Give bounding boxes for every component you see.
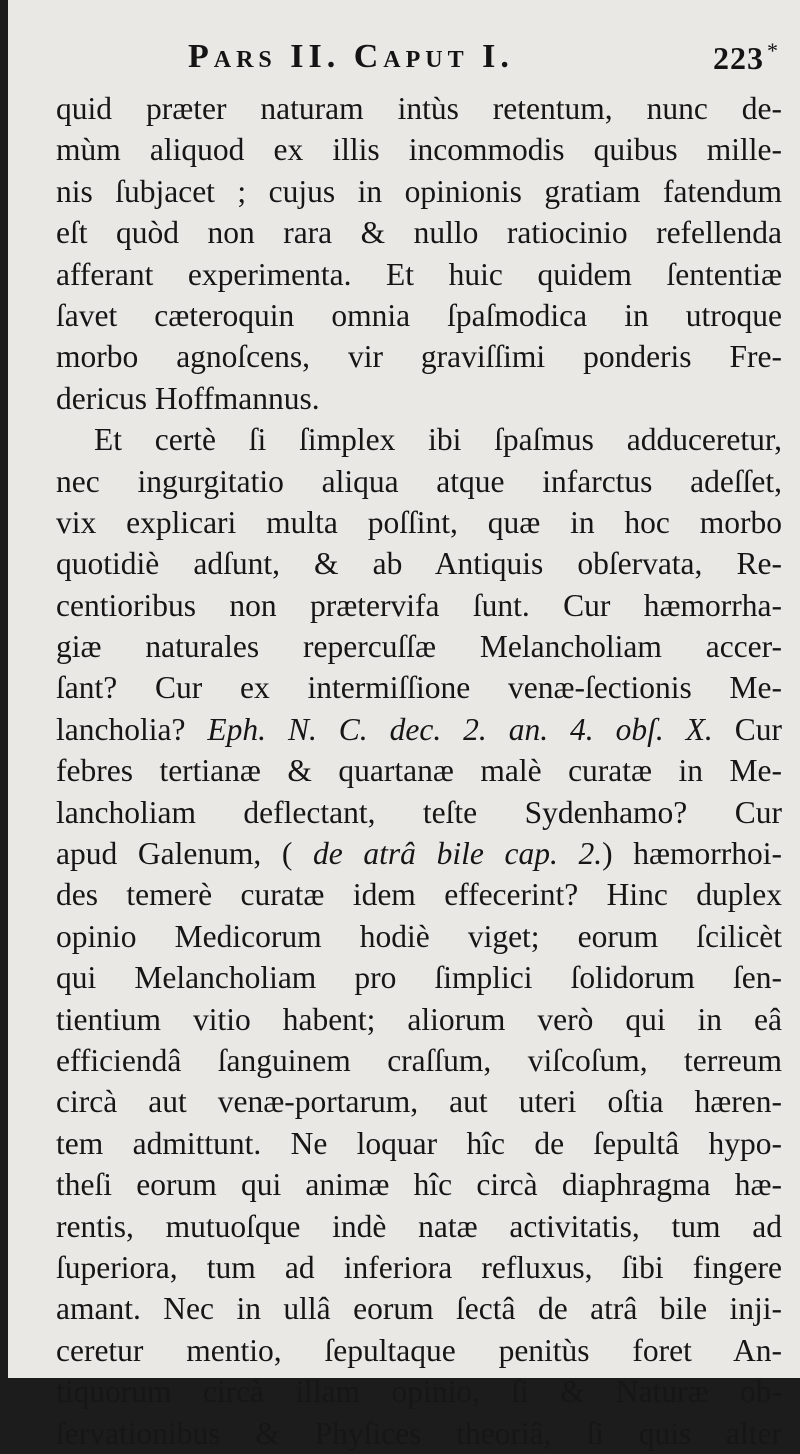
line-text: Cur — [734, 711, 783, 747]
citation-italic: Eph. N. C. dec. 2. an. 4. obſ. X. — [207, 711, 713, 747]
line-text: apud Galenum, ( — [56, 836, 293, 872]
text-line: ſuperiora, tum ad inferiora refluxus, ſibi fingere — [56, 1249, 782, 1285]
text-line: tiquorum circà illam opinio, ſi & Naturæ ob- — [56, 1374, 782, 1410]
text-line: qui Melancholiam pro ſimplici ſolidorum ſen- — [56, 960, 782, 996]
text-line: eſt quòd non rara & nullo ratiocinio refellenda — [56, 215, 782, 251]
page-number: 223 — [713, 40, 764, 76]
book-page — [8, 0, 800, 1451]
text-line: efficiendâ ſanguinem craſſum, viſcoſum, terreum — [56, 1042, 782, 1078]
text-line: Et certè ſi ſimplex ibi ſpaſmus adduceretur, — [94, 422, 782, 458]
paragraph-1 — [56, 88, 782, 419]
text-line: theſi eorum qui animæ hîc circà diaphragma hæ- — [56, 1167, 782, 1203]
text-line: morbo agnoſcens, vir graviſſimi ponderis Fre- — [56, 339, 782, 375]
text-line — [56, 709, 782, 750]
text-line: tientium vitio habent; aliorum verò qui in eâ — [56, 1001, 782, 1037]
asterisk-mark: * — [767, 38, 778, 63]
text-body — [56, 88, 782, 1454]
line-text: lancholia? — [56, 711, 186, 747]
text-line: quotidiè adſunt, & ab Antiquis obſervata, Re- — [56, 546, 782, 582]
text-line: centioribus non prætervifa ſunt. Cur hæmorrha- — [56, 587, 782, 623]
text-line: febres tertianæ & quartanæ malè curatæ in Me- — [56, 753, 782, 789]
running-header — [188, 38, 778, 86]
text-line: ſervationibus & Phyſices theoriâ, ſi quis alter — [56, 1415, 782, 1451]
text-line: mùm aliquod ex illis incommodis quibus mille- — [56, 132, 782, 168]
text-line: nis ſubjacet ; cujus in opinionis gratiam fatendum — [56, 173, 782, 209]
text-line: rentis, mutuoſque indè natæ activitatis, tum ad — [56, 1208, 782, 1244]
text-line: afferant experimenta. Et huic quidem ſententiæ — [56, 256, 782, 292]
text-line: giæ naturales repercuſſæ Melancholiam accer- — [56, 629, 782, 665]
text-line: nec ingurgitatio aliqua atque infarctus adeſſet, — [56, 463, 782, 499]
text-line: dericus Hoffmannus. — [56, 380, 320, 416]
line-text: ) hæmorrhoi- — [602, 836, 782, 872]
paragraph-2 — [56, 419, 782, 1454]
text-line: vix explicari multa poſſint, quæ in hoc morbo — [56, 504, 782, 540]
text-line — [56, 833, 782, 874]
text-line: opinio Medicorum hodiè viget; eorum ſcilicèt — [56, 918, 782, 954]
text-line: ſavet cæteroquin omnia ſpaſmodica in utroque — [56, 297, 782, 333]
text-line: lancholiam deflectant, teſte Sydenhamo? Cur — [56, 794, 782, 830]
text-line: ſant? Cur ex intermiſſione venæ-ſectionis Me- — [56, 670, 782, 706]
chapter-heading: Pars II. Caput I. — [188, 38, 514, 75]
text-line: amant. Nec in ullâ eorum ſectâ de atrâ bile inji- — [56, 1291, 782, 1327]
citation-italic: de atrâ bile cap. 2. — [313, 836, 603, 872]
text-line: tem admittunt. Ne loquar hîc de ſepultâ hypo- — [56, 1125, 782, 1161]
text-line: des temerè curatæ idem effecerint? Hinc duplex — [56, 877, 782, 913]
text-line: ceretur mentio, ſepultaque penitùs foret An- — [56, 1332, 782, 1368]
text-line: circà aut venæ-portarum, aut uteri oſtia hæren- — [56, 1084, 782, 1120]
text-line: quid præter naturam intùs retentum, nunc de- — [56, 91, 782, 126]
